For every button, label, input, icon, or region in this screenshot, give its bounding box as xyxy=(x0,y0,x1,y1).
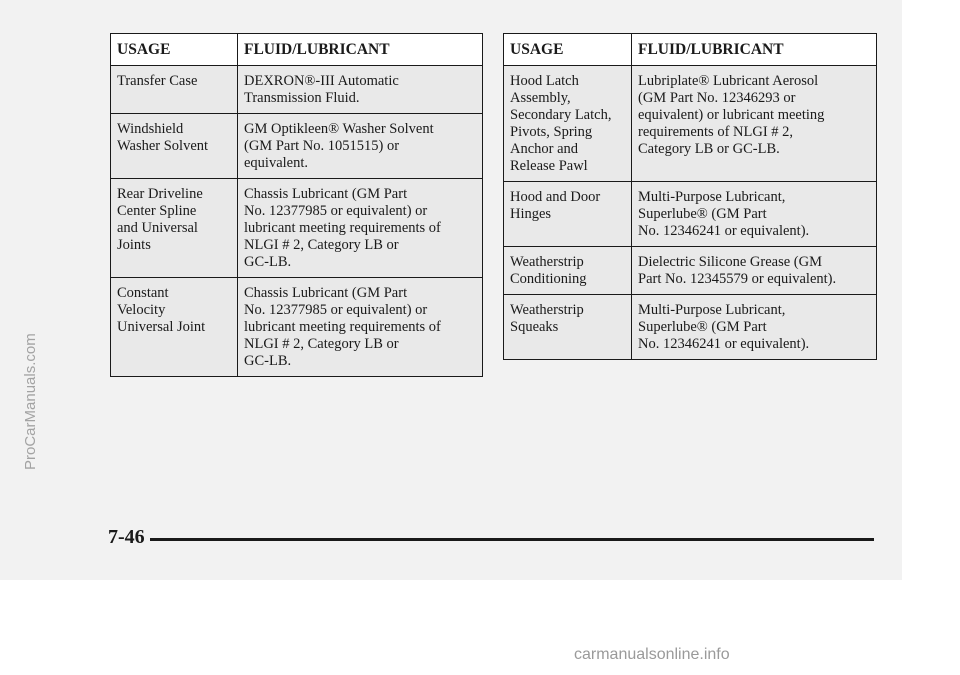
usage-cell: Rear Driveline Center Spline and Universal Joints xyxy=(111,179,238,278)
fluid-cell: Multi-Purpose Lubricant, Superlube® (GM Part No. 12346241 or equivalent). xyxy=(632,182,877,247)
usage-cell: Constant Velocity Universal Joint xyxy=(111,278,238,377)
table-row xyxy=(111,278,483,377)
fluid-header: FLUID/LUBRICANT xyxy=(238,34,483,66)
table-row xyxy=(504,295,877,360)
table-row xyxy=(111,179,483,278)
lubricant-table-left xyxy=(110,33,483,377)
fluid-cell: Chassis Lubricant (GM Part No. 12377985 or equivalent) or lubricant meeting requirements of NLGI # 2, Category LB or GC-LB. xyxy=(238,278,483,377)
usage-cell: Windshield Washer Solvent xyxy=(111,114,238,179)
side-watermark: ProCarManuals.com xyxy=(22,333,39,470)
table-row xyxy=(504,66,877,182)
table-row xyxy=(111,66,483,114)
usage-cell: Weatherstrip Squeaks xyxy=(504,295,632,360)
page-number: 7-46 xyxy=(108,526,145,548)
usage-cell: Hood and Door Hinges xyxy=(504,182,632,247)
usage-header: USAGE xyxy=(504,34,632,66)
fluid-cell: DEXRON®-III Automatic Transmission Fluid. xyxy=(238,66,483,114)
table-row xyxy=(504,247,877,295)
usage-header: USAGE xyxy=(111,34,238,66)
bottom-watermark: carmanualsonline.info xyxy=(574,646,730,663)
table-row xyxy=(111,114,483,179)
usage-cell: Transfer Case xyxy=(111,66,238,114)
table-header-row xyxy=(504,34,877,66)
lubricant-table-right xyxy=(503,33,877,360)
footer-rule xyxy=(150,538,874,541)
table-header-row xyxy=(111,34,483,66)
usage-cell: Hood Latch Assembly, Secondary Latch, Pivots, Spring Anchor and Release Pawl xyxy=(504,66,632,182)
fluid-cell: Multi-Purpose Lubricant, Superlube® (GM Part No. 12346241 or equivalent). xyxy=(632,295,877,360)
fluid-cell: GM Optikleen® Washer Solvent (GM Part No. 1051515) or equivalent. xyxy=(238,114,483,179)
fluid-cell: Lubriplate® Lubricant Aerosol (GM Part No. 12346293 or equivalent) or lubricant meeting requirements of NLGI # 2, Category LB or GC-LB. xyxy=(632,66,877,182)
fluid-cell: Chassis Lubricant (GM Part No. 12377985 or equivalent) or lubricant meeting requirements of NLGI # 2, Category LB or GC-LB. xyxy=(238,179,483,278)
fluid-header: FLUID/LUBRICANT xyxy=(632,34,877,66)
fluid-cell: Dielectric Silicone Grease (GM Part No. 12345579 or equivalent). xyxy=(632,247,877,295)
usage-cell: Weatherstrip Conditioning xyxy=(504,247,632,295)
table-row xyxy=(504,182,877,247)
